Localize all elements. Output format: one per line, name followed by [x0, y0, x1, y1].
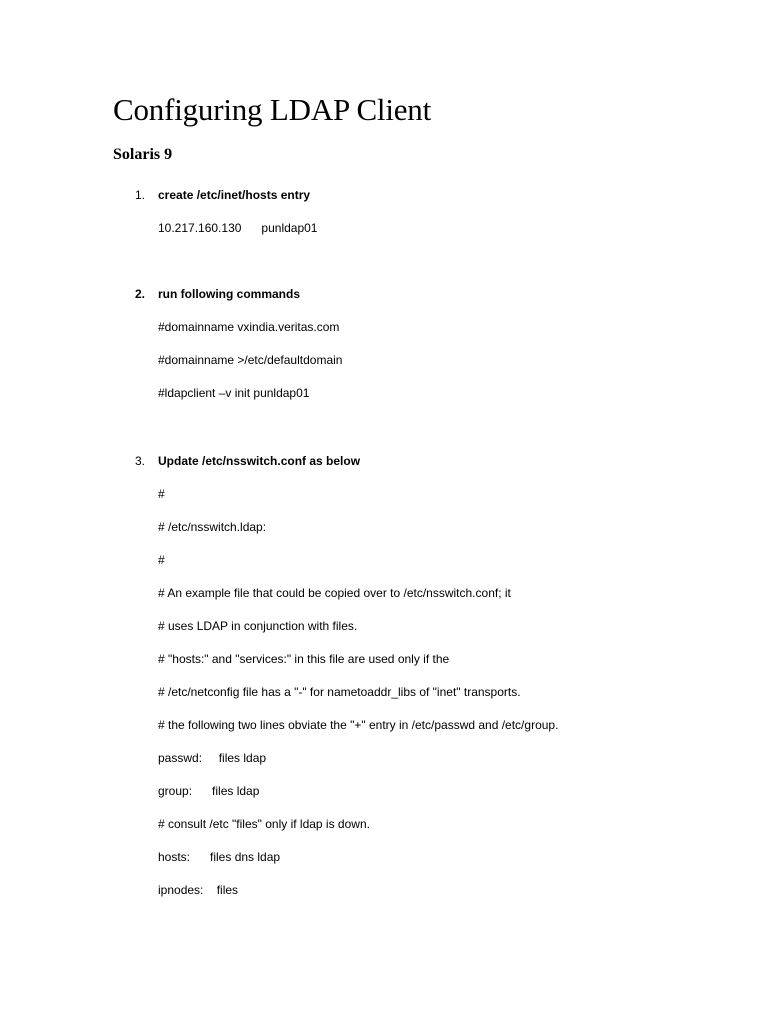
step-line: # "hosts:" and "services:" in this file are used only if the [158, 652, 450, 666]
section-subtitle: Solaris 9 [113, 146, 173, 163]
step-line: # [158, 487, 165, 501]
step-line: # [158, 553, 165, 567]
step-number: 2. [135, 287, 146, 301]
step-number: 3. [135, 454, 146, 468]
step-line: 10.217.160.130 punldap01 [158, 221, 318, 235]
step-line: #domainname vxindia.veritas.com [158, 320, 340, 334]
step-line: # consult /etc "files" only if ldap is down. [158, 817, 370, 831]
step-line: # An example file that could be copied over to /etc/nsswitch.conf; it [158, 586, 511, 600]
step-line: hosts: files dns ldap [158, 850, 281, 864]
page-title: Configuring LDAP Client [113, 92, 432, 127]
step-line: #domainname >/etc/defaultdomain [158, 353, 343, 367]
step-line: # the following two lines obviate the "+" entry in /etc/passwd and /etc/group. [158, 718, 559, 732]
step-line: # /etc/netconfig file has a "-" for nametoaddr_libs of "inet" transports. [158, 685, 521, 699]
step-line: group: files ldap [158, 784, 260, 798]
step-line: # uses LDAP in conjunction with files. [158, 619, 358, 633]
step-line: passwd: files ldap [158, 751, 267, 765]
step-line: ipnodes: files [158, 883, 239, 897]
step-line: # /etc/nsswitch.ldap: [158, 520, 267, 534]
step-heading: run following commands [158, 287, 301, 301]
step-line: #ldapclient –v init punldap01 [158, 386, 310, 400]
step-heading: Update /etc/nsswitch.conf as below [158, 454, 361, 468]
step-number: 1. [135, 188, 146, 202]
step-heading: create /etc/inet/hosts entry [158, 188, 311, 202]
